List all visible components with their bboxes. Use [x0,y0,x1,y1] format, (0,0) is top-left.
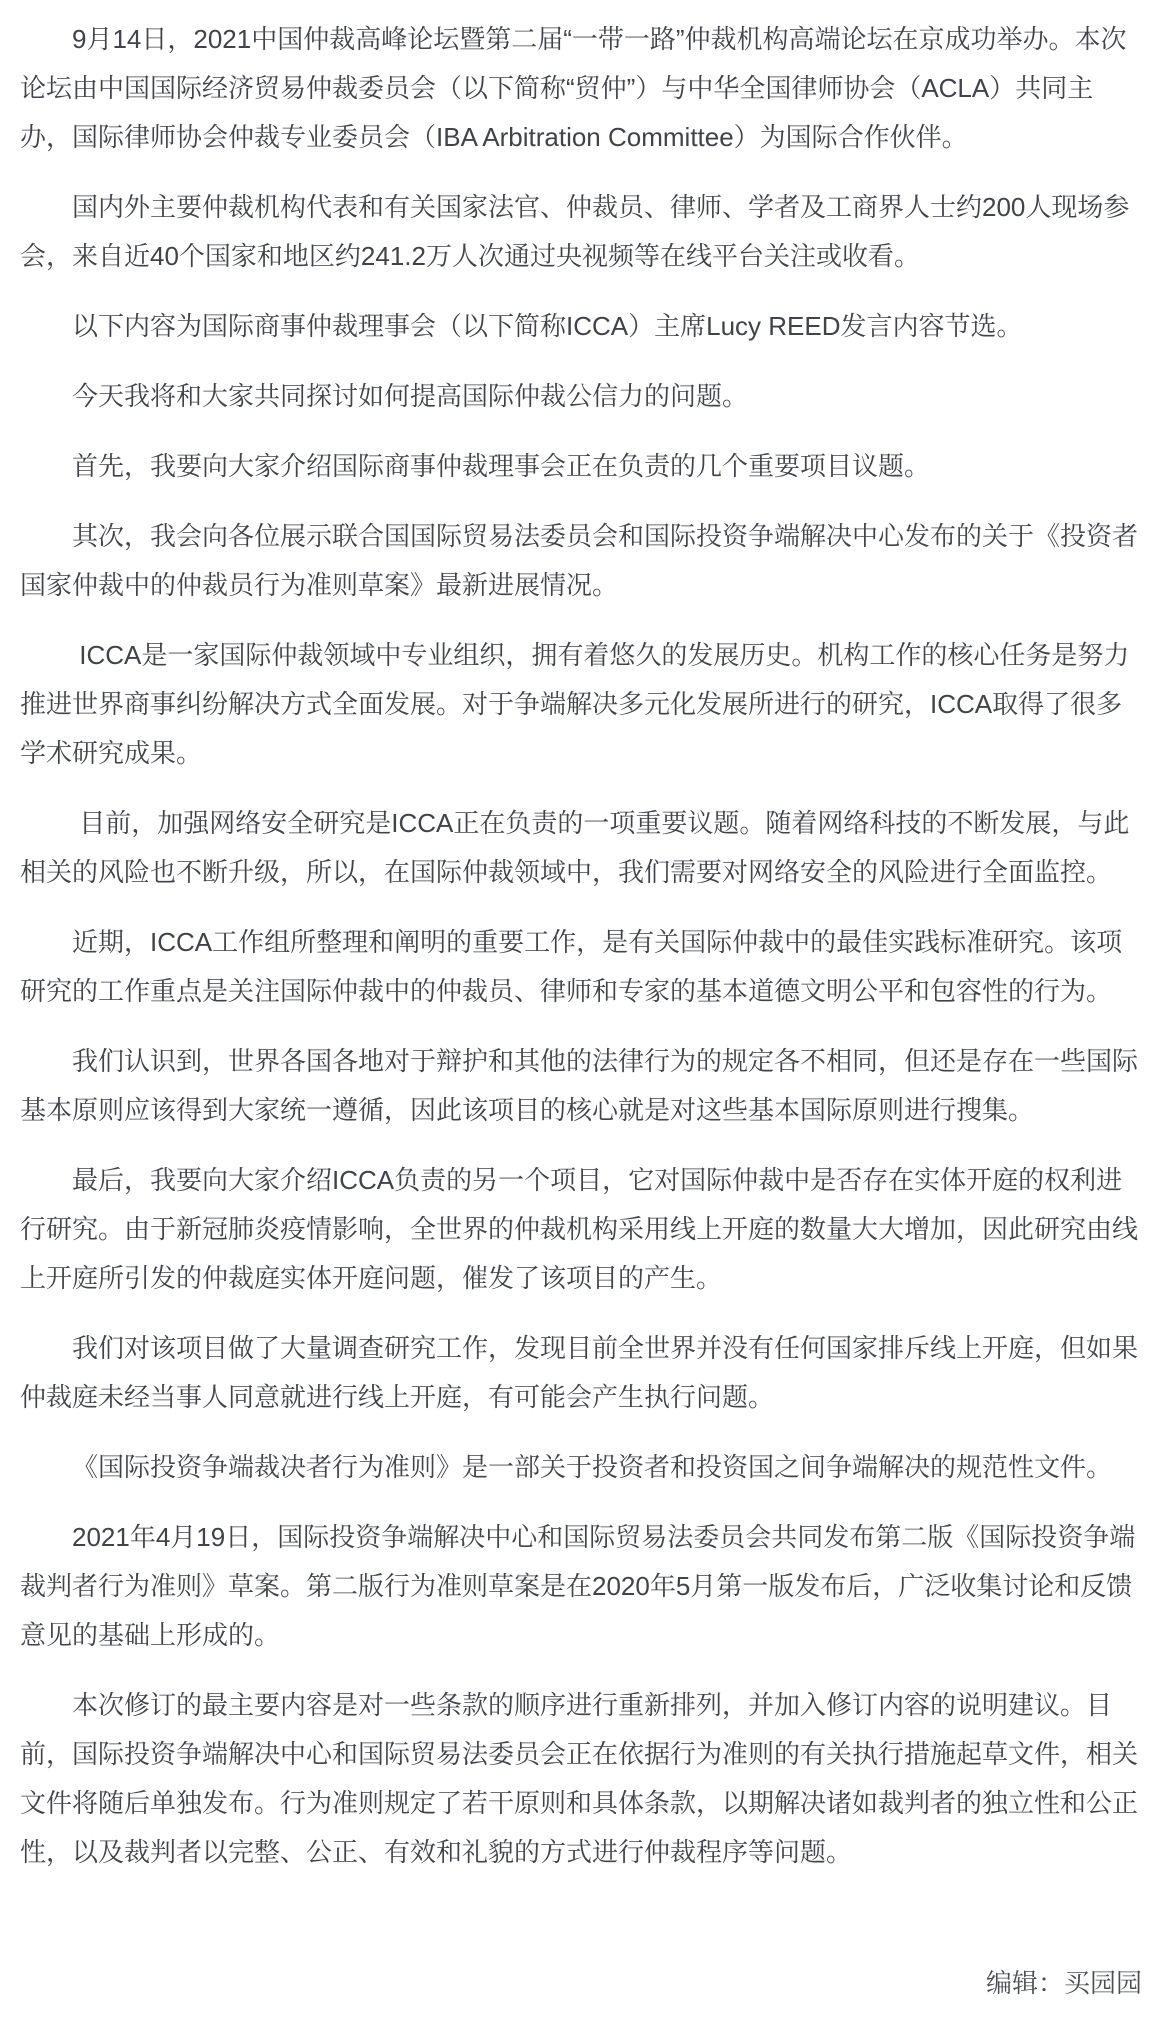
paragraph: 9月14日，2021中国仲裁高峰论坛暨第二届“一带一路”仲裁机构高端论坛在京成功举办。本次论坛由中国国际经济贸易仲裁委员会（以下简称“贸仲”）与中华全国律师协会（ACLA）共同主办，国际律师协会仲裁专业委员会（IBA Arbitration Committee）为国际合作伙伴。 [20,24,1127,152]
paragraph: 目前，加强网络安全研究是ICCA正在负责的一项重要议题。随着网络科技的不断发展，与此相关的风险也不断升级，所以，在国际仲裁领域中，我们需要对网络安全的风险进行全面监控。 [20,808,1130,887]
paragraph: 2021年4月19日，国际投资争端解决中心和国际贸易法委员会共同发布第二版《国际投资争端裁判者行为准则》草案。第二版行为准则草案是在2020年5月第一版发布后，广泛收集讨论和反馈意见的基础上形成的。 [20,1522,1136,1650]
paragraph: 我们认识到，世界各国各地对于辩护和其他的法律行为的规定各不相同，但还是存在一些国际基本原则应该得到大家统一遵循，因此该项目的核心就是对这些基本国际原则进行搜集。 [20,1046,1139,1125]
paragraph: 今天我将和大家共同探讨如何提高国际仲裁公信力的问题。 [72,381,749,411]
paragraph: 本次修订的最主要内容是对一些条款的顺序进行重新排列，并加入修订内容的说明建议。目前，国际投资争端解决中心和国际贸易法委员会正在依据行为准则的有关执行措施起草文件，相关文件将随后单独发布。行为准则规定了若干原则和具体条款，以期解决诸如裁判者的独立性和公正性，以及裁判者以完整、公正、有效和礼貌的方式进行仲裁程序等问题。 [20,1690,1139,1867]
paragraph: 我们对该项目做了大量调查研究工作，发现目前全世界并没有任何国家排斥线上开庭，但如果仲裁庭未经当事人同意就进行线上开庭，有可能会产生执行问题。 [20,1333,1139,1412]
editor-byline: 编辑：买园园 [985,1968,1142,1998]
paragraph: 《国际投资争端裁决者行为准则》是一部关于投资者和投资国之间争端解决的规范性文件。 [72,1452,1113,1482]
article-body [20,15,1142,1877]
paragraph: 首先，我要向大家介绍国际商事仲裁理事会正在负责的几个重要项目议题。 [72,451,931,481]
paragraph: 近期，ICCA工作组所整理和阐明的重要工作，是有关国际仲裁中的最佳实践标准研究。该项研究的工作重点是关注国际仲裁中的仲裁员、律师和专家的基本道德文明公平和包容性的行为。 [20,927,1123,1006]
paragraph: ICCA是一家国际仲裁领域中专业组织，拥有着悠久的发展历史。机构工作的核心任务是努力推进世界商事纠纷解决方式全面发展。对于争端解决多元化发展所进行的研究，ICCA取得了很多学术研究成果。 [20,640,1130,768]
paragraph: 其次，我会向各位展示联合国国际贸易法委员会和国际投资争端解决中心发布的关于《投资者国家仲裁中的仲裁员行为准则草案》最新进展情况。 [20,521,1139,600]
paragraph: 最后，我要向大家介绍ICCA负责的另一个项目，它对国际仲裁中是否存在实体开庭的权利进行研究。由于新冠肺炎疫情影响，全世界的仲裁机构采用线上开庭的数量大大增加，因此研究由线上开庭所引发的仲裁庭实体开庭问题，催发了该项目的产生。 [20,1165,1139,1293]
paragraph: 国内外主要仲裁机构代表和有关国家法官、仲裁员、律师、学者及工商界人士约200人现场参会，来自近40个国家和地区约241.2万人次通过央视频等在线平台关注或收看。 [20,192,1130,271]
paragraph: 以下内容为国际商事仲裁理事会（以下简称ICCA）主席Lucy REED发言内容节选。 [72,311,1023,341]
